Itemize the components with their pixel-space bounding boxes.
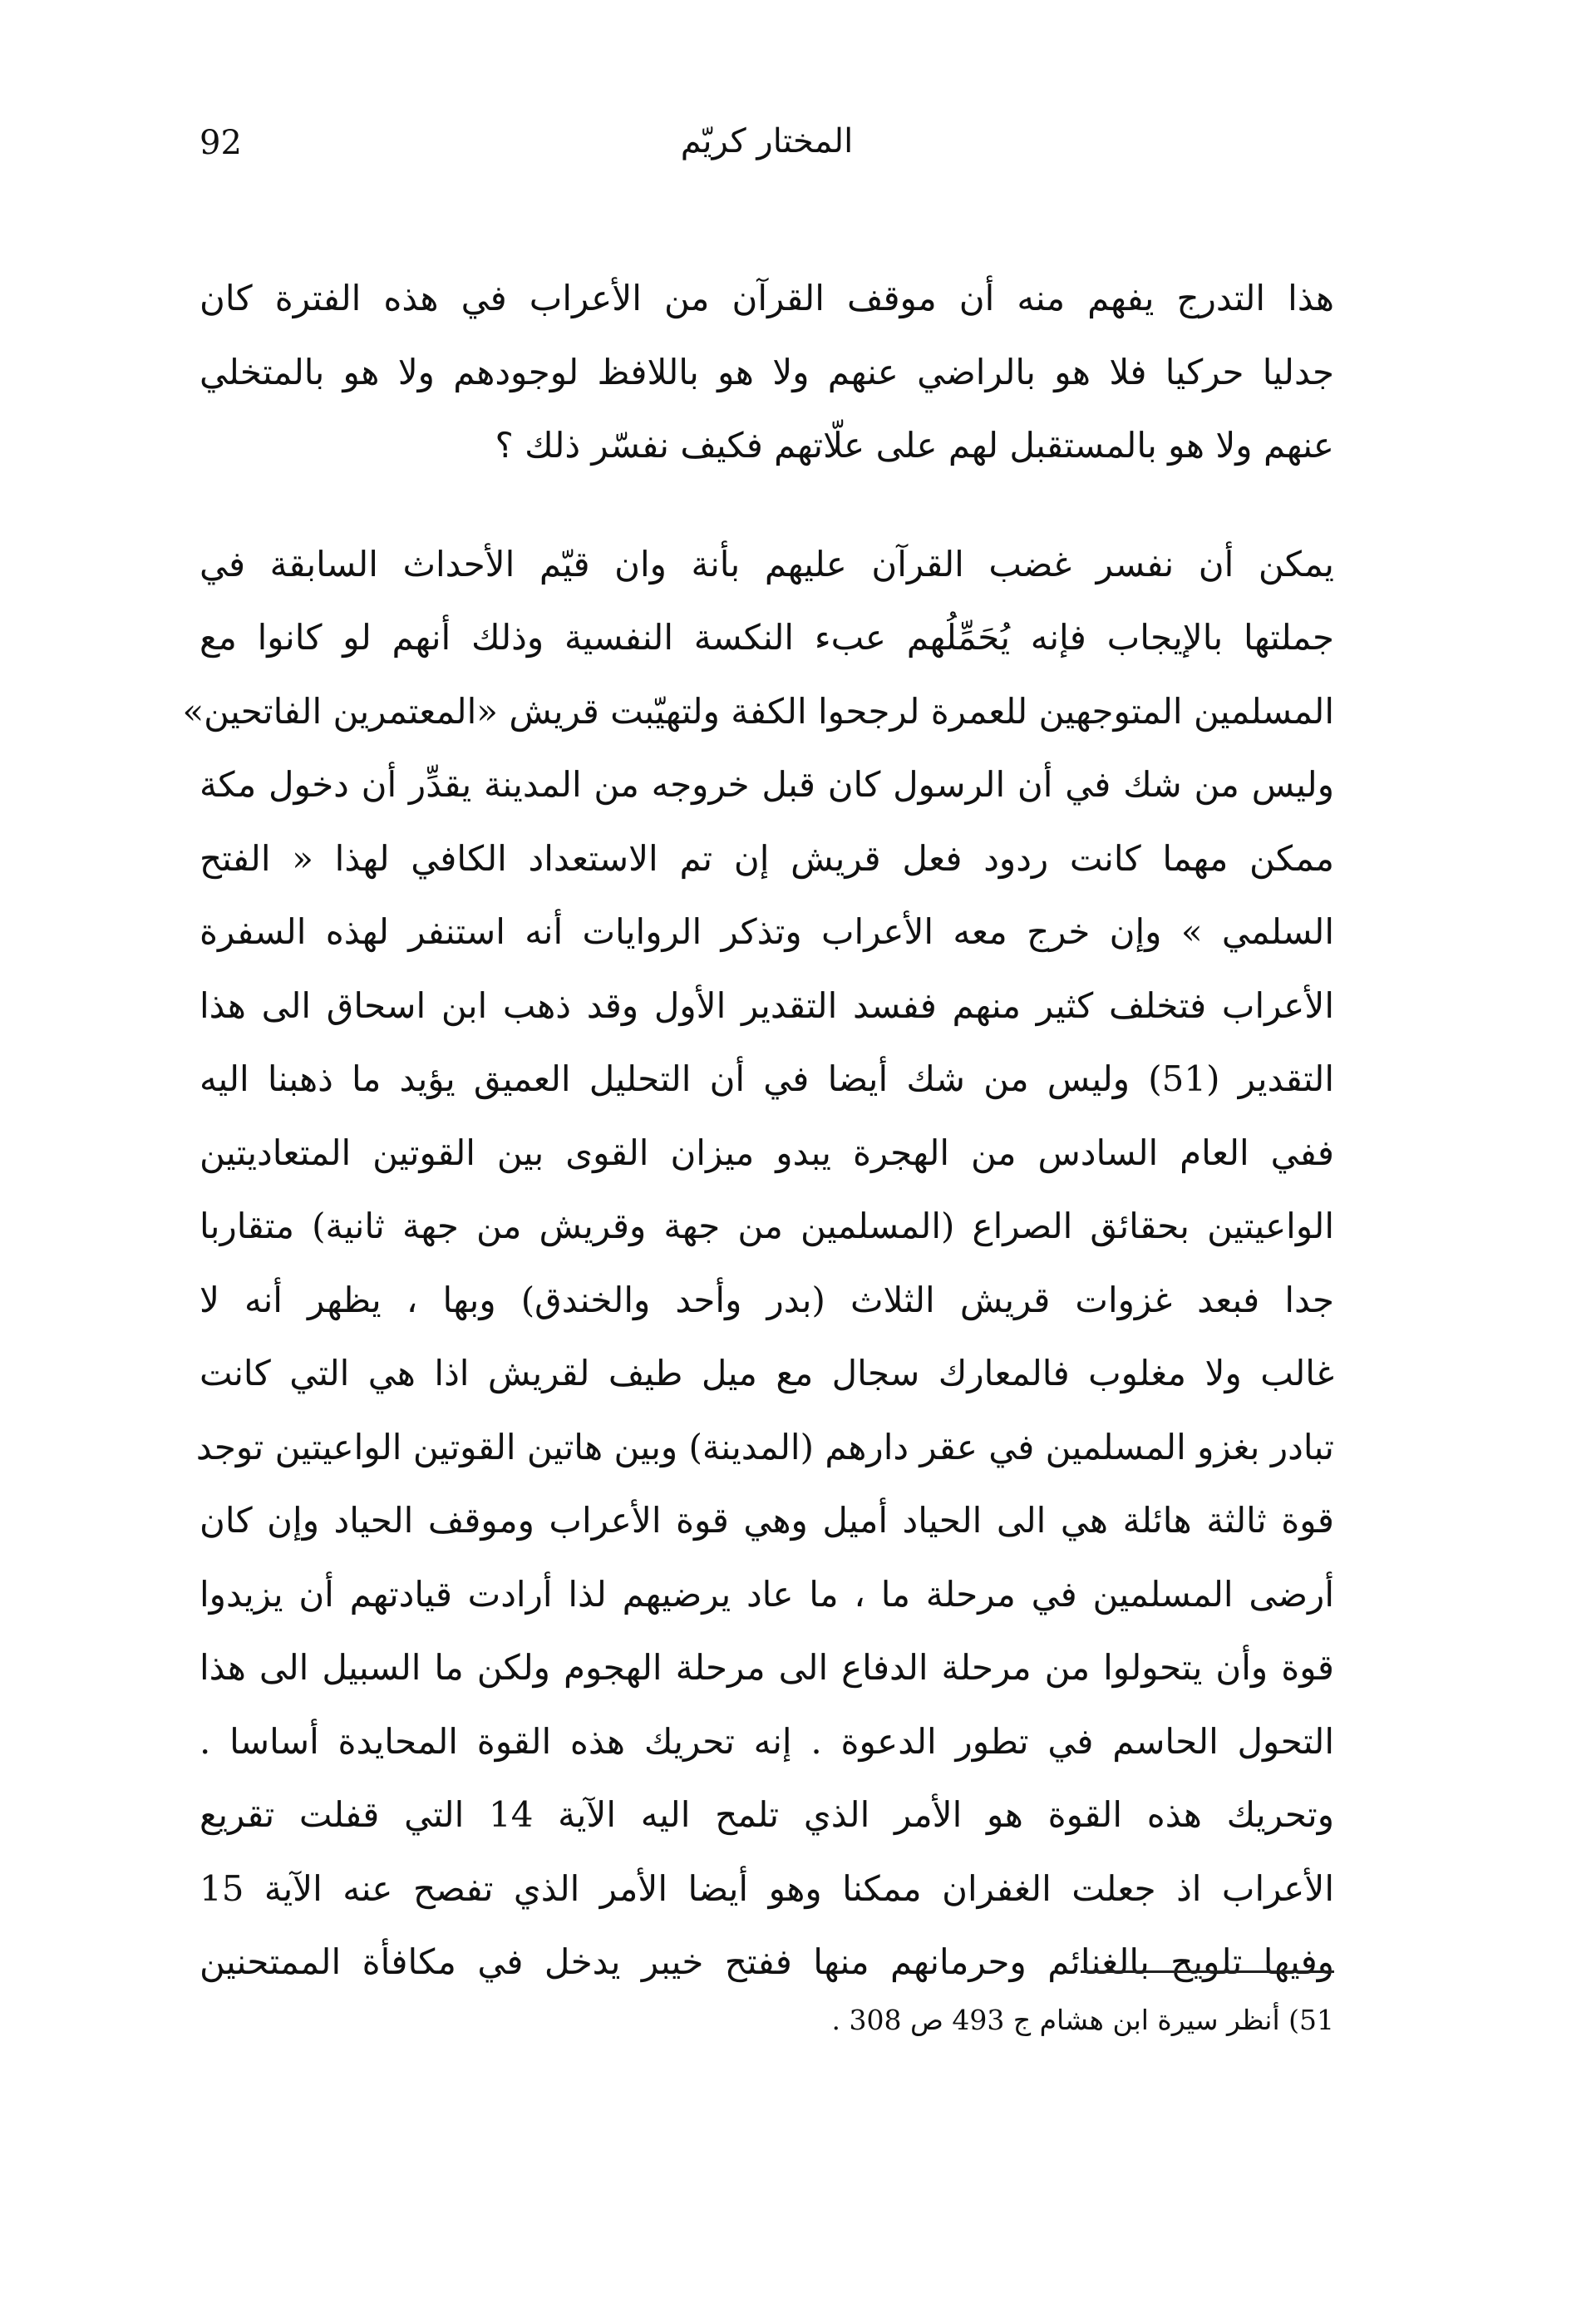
text-line: وليس من شك في أن الرسول كان قبل خروجه من المدينة يقدِّر أن دخول مكة [200,764,1334,805]
text-line: أرضى المسلمين في مرحلة ما ، ما عاد يرضيهم لذا أرادت قيادتهم أن يزيدوا [200,1573,1334,1615]
text-line: وفيها تلويح بالغنائم وحرمانهم منها ففتح خيبر يدخل في مكافأة الممتحنين [200,1941,1334,1982]
text-line: الأعراب فتخلف كثير منهم ففسد التقدير الأول وقد ذهب ابن اسحاق الى هذا [200,984,1334,1026]
paragraph [182,528,1335,2000]
text-line: قوة ثالثة هائلة هي الى الحياد أميل وهي قوة الأعراب وموقف الحياد وإن كان [200,1500,1334,1541]
text-line: عنهم ولا هو بالمستقبل لهم على علّاتهم فكيف نفسّر ذلك ؟ [495,425,1334,466]
text-line: وتحريك هذه القوة هو الأمر الذي تلمح اليه الآية 14 التي قفلت تقريع [200,1794,1335,1835]
text-line: جدليا حركيا فلا هو بالراضي عنهم ولا هو باللافظ لوجودهم ولا هو بالمتخلي [200,351,1334,392]
text-line: السلمي » وإن خرج معه الأعراب وتذكر الروايات أنه استنفر لهذه السفرة [200,911,1334,952]
text-line: يمكن أن نفسر غضب القرآن عليهم بأنة وان قيّم الأحداث السابقة في [200,543,1334,584]
text-line: ممكن مهما كانت ردود فعل قريش إن تم الاستعداد الكافي لهذا « الفتح [200,837,1334,879]
text-line: جملتها بالإيجاب فإنه يُحَمِّلُهم عبء النكسة النفسية وذلك أنهم لو كانوا مع [200,617,1334,658]
text-line: الواعيتين بحقائق الصراع (المسلمين من جهة وقريش من جهة ثانية) متقاربا [200,1206,1334,1246]
text-line: الأعراب اذ جعلت الغفران ممكنا وهو أيضا الأمر الذي تفصح عنه الآية 15 [200,1867,1334,1909]
page-header [200,116,1334,183]
footnote: 51) أنظر سيرة ابن هشام ج 493 ص 308 . [831,2004,1334,2036]
paragraph-gap [200,483,1334,528]
text-line: قوة وأن يتحولوا من مرحلة الدفاع الى مرحلة الهجوم ولكن ما السبيل الى هذا [200,1647,1334,1688]
text-line: المسلمين المتوجهين للعمرة لرجحوا الكفة ولتهيّبت قريش «المعتمرين الفاتحين» [182,690,1334,732]
body-text [182,262,1335,2000]
footnote-divider [1081,1970,1334,1973]
text-line: التقدير (51) وليس من شك أيضا في أن التحليل العميق يؤيد ما ذهبنا اليه [200,1058,1334,1099]
text-line: جدا فبعد غزوات قريش الثلاث (بدر وأحد والخندق) وبها ، يظهر أنه لا [200,1279,1334,1320]
text-line: تبادر بغزو المسلمين في عقر دارهم (المدينة) وبين هاتين القوتين الواعيتين توجد [195,1426,1334,1467]
text-line: ففي العام السادس من الهجرة يبدو ميزان القوى بين القوتين المتعاديتين [200,1132,1334,1173]
text-line: التحول الحاسم في تطور الدعوة . إنه تحريك هذه القوة المحايدة أساسا . [200,1720,1334,1762]
text-line: هذا التدرج يفهم منه أن موقف القرآن من الأعراب في هذه الفترة كان [200,278,1334,318]
page-number: 92 [200,124,242,162]
running-title: المختار كريّم [680,122,854,160]
paragraph [200,262,1334,483]
text-line: غالب ولا مغلوب فالمعارك سجال مع ميل طيف لقريش اذا هي التي كانت [200,1353,1334,1393]
